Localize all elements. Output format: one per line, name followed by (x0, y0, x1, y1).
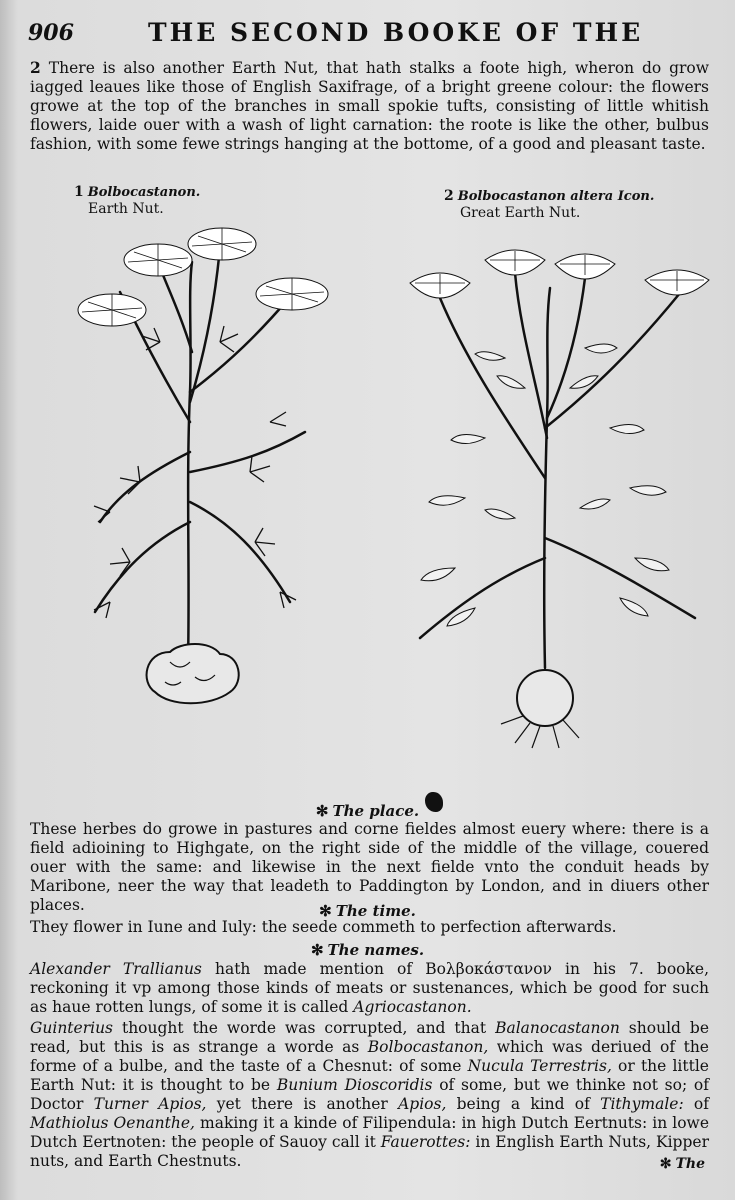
names-paragraph-2: Guinterius thought the worde was corrupted, and that Balanocastanon should be read, but this is as strange a worde as Bolbocastanon, which was deriued of the forme of a bulbe, and the taste of a Chesnut: of some Nucula Terrestris, or the little Earth Nut: it is thought to be Bunium Dioscoridis of some, but we thinke not so; of Doctor Turner Apios, yet there is another Apios, being a kind of Tithymale: of Mathiolus Oenanthe, making it a kinde of Filipendula: in high Dutch Eertnuts: in lowe Dutch Eertnoten: the people of Sauoy call it Fauerottes: in English Earth Nuts, Kipper nuts, and Earth Chestnuts. (30, 1019, 709, 1170)
page-number: 906 (28, 20, 74, 46)
figure-1-latin-name: Bolbocastanon. (87, 185, 201, 200)
intro-paragraph (30, 58, 709, 154)
names-paragraph-1: Alexander Trallianus hath made mention of Βολβοκάστανον in his 7. booke, reckoning it vp among those kinds of meats or sustenances, which be good for such as haue rotten lungs, of some it is called Agriocastanon. (30, 960, 709, 1016)
figure-caption-2 (444, 188, 654, 222)
catchword: ✻ The (659, 1156, 705, 1172)
page-header (28, 18, 715, 52)
names-heading: ✻ The names. (310, 941, 425, 959)
asterisk-icon: ✻ (659, 1156, 672, 1172)
earth-nut-woodcut (40, 222, 340, 722)
names-paragraphs (30, 960, 709, 1173)
asterisk-icon: ✻ (315, 802, 329, 820)
intro-text: There is also another Earth Nut, that hath stalks a foote high, wheron do grow iagged leaues like those of English Saxifrage, of a bright greene colour: the flowers growe at the top of the branches in small spokie tufts, consisting of little whitish flowers, laide ouer with a wash of light carnation: the roote is like the other, bulbus fashion, with some fewe strings hanging at the bottome, of a good and pleasant taste. (30, 59, 709, 153)
figure-caption-1 (74, 184, 200, 218)
great-earth-nut-woodcut (395, 238, 720, 750)
place-heading: ✻ The place. (315, 802, 420, 820)
asterisk-icon: ✻ (310, 941, 324, 959)
figure-2-number: 2 (444, 188, 454, 204)
intro-number: 2 (30, 58, 41, 77)
time-heading: ✻ The time. (319, 902, 416, 920)
place-paragraph: These herbes do growe in pastures and corne fieldes almost euery where: there is a field adioining to Highgate, on the right side of the middle of the village, couered ouer with the same: and likewise in the next fielde vnto the conduit heads by Maribone, neer the way that leadeth to Paddington by London, and in diuers other places. (30, 820, 709, 914)
running-head: THE SECOND BOOKE OF THE (148, 18, 644, 47)
asterisk-icon: ✻ (319, 902, 332, 920)
figure-2-latin-name: Bolbocastanon altera Icon. (457, 189, 655, 204)
figure-1-number: 1 (74, 184, 84, 200)
figure-2-english-name: Great Earth Nut. (460, 205, 581, 221)
figure-1-english-name: Earth Nut. (88, 201, 164, 217)
time-paragraph: They flower in Iune and Iuly: the seede commeth to perfection afterwards. (30, 918, 617, 936)
